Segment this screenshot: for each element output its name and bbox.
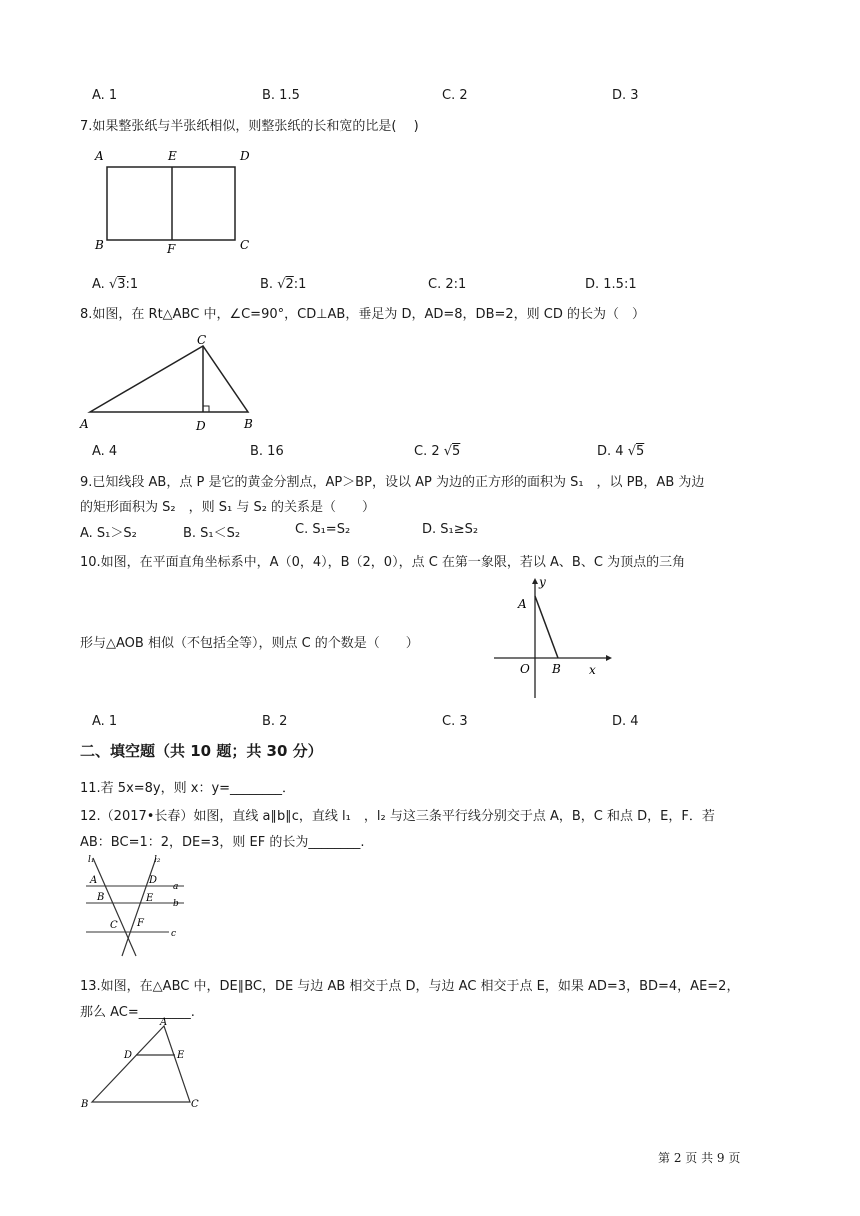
q13-figure — [78, 1015, 208, 1115]
q13-line1: 13.如图，在△ABC 中，DE∥BC，DE 与边 AB 相交于点 D，与边 AC 相交于点 E，如果 AD=3，BD=4，AE=2， — [80, 979, 740, 994]
q8-label-b: B — [244, 417, 253, 431]
q8-option-b: B. 16 — [250, 444, 284, 459]
q7-option-d: D. 1.5:1 — [585, 277, 637, 292]
q7-option-c: C. 2:1 — [428, 277, 467, 292]
q7-figure — [90, 145, 260, 260]
q13-label-b: B — [81, 1099, 89, 1110]
q13-label-e: E — [177, 1050, 185, 1061]
q10-option-a: A. 1 — [92, 714, 118, 729]
q12-label-l2: l₂ — [154, 855, 161, 865]
q7-label-b: B — [95, 238, 104, 252]
q6-option-c: C. 2 — [442, 88, 468, 103]
q12-label-f: F — [137, 918, 144, 929]
q7-text: 7.如果整张纸与半张纸相似，则整张纸的长和宽的比是( ) — [80, 119, 419, 134]
q7-label-a: A — [95, 149, 104, 163]
q12-label-line-c: c — [171, 929, 177, 939]
q9-option-a: A. S₁＞S₂ — [80, 526, 137, 541]
q9-option-c: C. S₁=S₂ — [295, 522, 351, 537]
q8-option-d: D. 4 √5 — [597, 444, 645, 459]
page-footer: 第 2 页 共 9 页 — [658, 1151, 741, 1165]
q10-option-c: C. 3 — [442, 714, 468, 729]
q11-text: 11.若 5x=8y，则 x：y=________． — [80, 781, 296, 796]
q12-label-d: D — [149, 875, 158, 886]
q7-label-e: E — [168, 149, 177, 163]
q9-line2: 的矩形面积为 S₂ ，则 S₁ 与 S₂ 的关系是（ ） — [80, 500, 376, 515]
q6-option-b: B. 1.5 — [262, 88, 300, 103]
q8-option-a: A. 4 — [92, 444, 118, 459]
q9-option-b: B. S₁＜S₂ — [183, 526, 241, 541]
q12-label-line-a: a — [173, 882, 179, 892]
q10-label-b: B — [552, 662, 561, 676]
q6-option-a: A. 1 — [92, 88, 118, 103]
q12-label-c: C — [110, 920, 118, 931]
q12-label-a: A — [90, 875, 98, 886]
q8-text: 8.如图，在 Rt△ABC 中，∠C=90°，CD⊥AB，垂足为 D，AD=8，DB=2，则 CD 的长为（ ） — [80, 307, 645, 322]
q10-label-y: y — [539, 575, 546, 589]
q7-option-b: B. √2:1 — [260, 277, 307, 292]
section-heading: 二、填空题（共 10 题；共 30 分） — [80, 742, 323, 760]
q7-label-c: C — [240, 238, 250, 252]
q13-line2: 那么 AC=________. — [80, 1005, 195, 1020]
q8-label-d: D — [196, 419, 206, 433]
q10-option-d: D. 4 — [612, 714, 639, 729]
q8-figure — [78, 330, 268, 435]
q8-option-c: C. 2 √5 — [414, 444, 461, 459]
q13-label-a: A — [160, 1017, 168, 1028]
q10-label-a: A — [518, 597, 527, 611]
q10-label-x: x — [589, 663, 596, 677]
q12-label-line-b: b — [173, 899, 179, 909]
q7-option-a: A. √3:1 — [92, 277, 139, 292]
q10-label-o: O — [520, 662, 530, 676]
q7-label-d: D — [240, 149, 250, 163]
q12-label-b: B — [97, 892, 105, 903]
q10-option-b: B. 2 — [262, 714, 288, 729]
q9-option-d: D. S₁≥S₂ — [422, 522, 479, 537]
q10-figure — [488, 570, 618, 702]
q9-line1: 9.已知线段 AB，点 P 是它的黄金分割点，AP＞BP，设以 AP 为边的正方形的面积为 S₁ ，以 PB，AB 为边 — [80, 475, 705, 490]
q6-option-d: D. 3 — [612, 88, 639, 103]
q7-label-f: F — [167, 242, 176, 256]
q10-line2: 形与△AOB 相似（不包括全等），则点 C 的个数是（ ） — [80, 636, 419, 651]
q12-label-e: E — [146, 893, 154, 904]
q8-label-c: C — [197, 333, 207, 347]
q13-label-c: C — [191, 1099, 199, 1110]
q12-figure — [84, 852, 194, 960]
q12-label-l1: l₁ — [88, 855, 95, 865]
q12-line1: 12.（2017•长春）如图，直线 a∥b∥c，直线 l₁ ，l₂ 与这三条平行线分别交于点 A，B，C 和点 D，E，F．若 — [80, 809, 715, 824]
q8-label-a: A — [80, 417, 89, 431]
q13-label-d: D — [124, 1050, 133, 1061]
q12-line2: AB：BC=1：2，DE=3，则 EF 的长为________. — [80, 835, 365, 850]
q10-line1: 10.如图，在平面直角坐标系中，A（0，4），B（2，0），点 C 在第一象限，若以 A、B、C 为顶点的三角 — [80, 555, 686, 570]
